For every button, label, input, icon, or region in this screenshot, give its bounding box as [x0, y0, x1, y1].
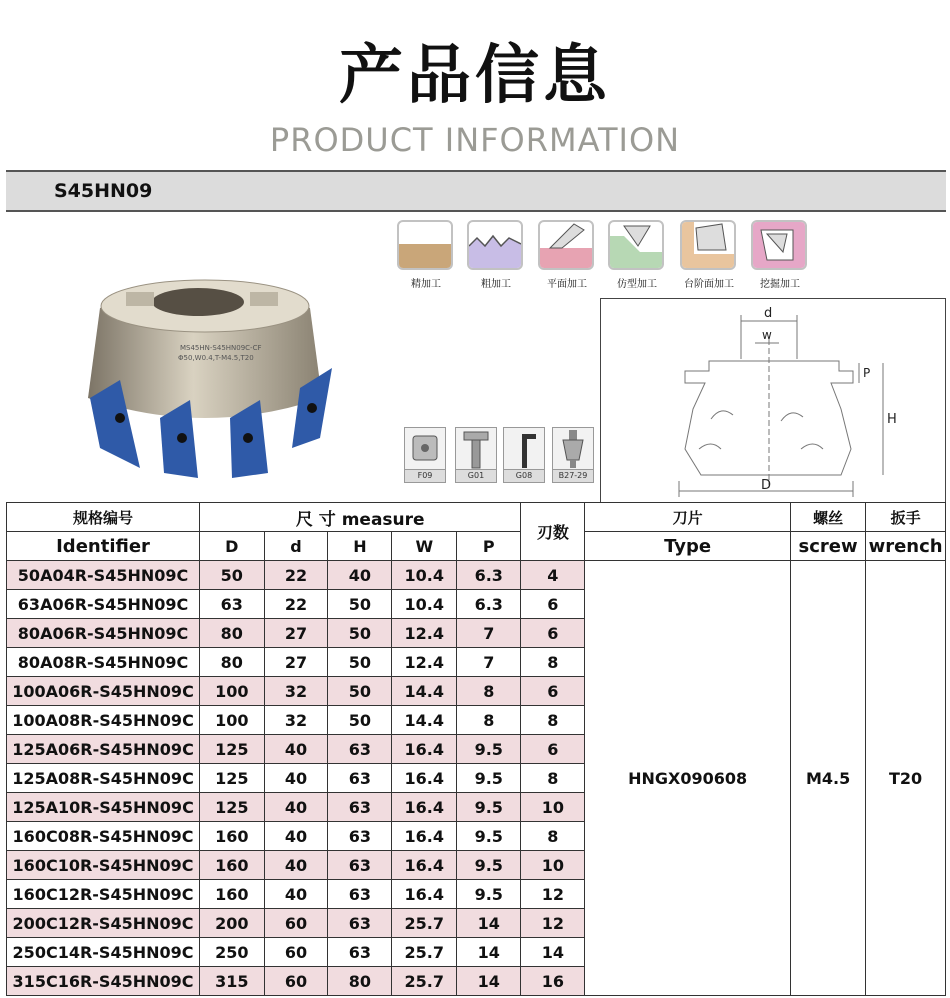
identifier-cell: 50A04R-S45HN09C: [7, 561, 200, 590]
value-cell: 9.5: [457, 793, 521, 822]
identifier-header-cn: 规格编号: [7, 503, 200, 532]
value-cell: 7: [457, 619, 521, 648]
value-cell: 14: [457, 909, 521, 938]
accessory-label: F09: [405, 469, 445, 482]
accessory-label: G08: [504, 469, 544, 482]
value-cell: 50: [328, 619, 392, 648]
value-cell: 63: [328, 822, 392, 851]
arbor-accessory: [552, 427, 594, 483]
machining-type-finishing: [397, 220, 455, 290]
identifier-cell: 125A08R-S45HN09C: [7, 764, 200, 793]
dimension-diagram: [600, 298, 946, 504]
shoulder-milling-icon: [680, 220, 736, 270]
value-cell: 10: [521, 851, 585, 880]
value-cell: 4: [521, 561, 585, 590]
value-cell: 6.3: [457, 590, 521, 619]
value-cell: 9.5: [457, 822, 521, 851]
screw-cell: M4.5: [790, 561, 865, 996]
value-cell: 6: [521, 619, 585, 648]
machining-type-label: 挖掘加工: [760, 279, 800, 290]
value-cell: 40: [264, 851, 328, 880]
value-cell: 40: [264, 764, 328, 793]
wrench-cell: T20: [866, 561, 946, 996]
value-cell: 160: [200, 822, 264, 851]
value-cell: 60: [264, 967, 328, 996]
value-cell: 14.4: [392, 706, 457, 735]
value-cell: 63: [328, 793, 392, 822]
insert-accessory: [404, 427, 446, 483]
machining-type-label: 台阶面加工: [684, 279, 734, 290]
value-cell: 250: [200, 938, 264, 967]
svg-text:w: w: [762, 328, 772, 342]
value-cell: 12: [521, 880, 585, 909]
machining-type-label: 精加工: [411, 279, 441, 290]
identifier-cell: 80A08R-S45HN09C: [7, 648, 200, 677]
wrench-accessory: [503, 427, 545, 483]
accessory-label: B27-29: [553, 469, 593, 482]
value-cell: 50: [328, 648, 392, 677]
value-cell: 40: [264, 735, 328, 764]
machining-type-shoulder: [680, 220, 738, 290]
value-cell: 14: [521, 938, 585, 967]
value-cell: 315: [200, 967, 264, 996]
teeth-header: 刃数: [521, 503, 585, 561]
machining-type-pocketing: [751, 220, 809, 290]
value-cell: 16.4: [392, 764, 457, 793]
value-cell: 16.4: [392, 851, 457, 880]
value-cell: 50: [328, 590, 392, 619]
svg-text:MS45HN-S45HN09C-CF: MS45HN-S45HN09C-CF: [180, 344, 262, 352]
value-cell: 25.7: [392, 909, 457, 938]
value-cell: 9.5: [457, 764, 521, 793]
identifier-cell: 80A06R-S45HN09C: [7, 619, 200, 648]
machining-type-profiling: [608, 220, 666, 290]
value-cell: 32: [264, 677, 328, 706]
value-cell: 25.7: [392, 938, 457, 967]
face-milling-icon: [538, 220, 594, 270]
value-cell: 40: [264, 793, 328, 822]
value-cell: 10.4: [392, 561, 457, 590]
value-cell: 14: [457, 967, 521, 996]
value-cell: 100: [200, 706, 264, 735]
model-label: S45HN09: [54, 180, 153, 202]
value-cell: 9.5: [457, 880, 521, 909]
svg-text:H: H: [887, 412, 897, 427]
value-cell: 12.4: [392, 619, 457, 648]
value-cell: 6: [521, 677, 585, 706]
machining-type-roughing: [467, 220, 525, 290]
type-header-en: Type: [585, 532, 791, 561]
identifier-cell: 250C14R-S45HN09C: [7, 938, 200, 967]
spec-table: [6, 502, 946, 996]
wrench-icon: [504, 428, 544, 470]
model-header-bar: [6, 170, 946, 212]
pocketing-icon: [751, 220, 807, 270]
value-cell: 9.5: [457, 851, 521, 880]
insert-type-cell: HNGX090608: [585, 561, 791, 996]
profiling-icon: [608, 220, 664, 270]
value-cell: 60: [264, 938, 328, 967]
value-cell: 80: [328, 967, 392, 996]
machining-type-label: 粗加工: [481, 279, 511, 290]
value-cell: 160: [200, 880, 264, 909]
type-header-cn: 刀片: [585, 503, 791, 532]
value-cell: 8: [457, 677, 521, 706]
value-cell: 63: [328, 909, 392, 938]
value-cell: 125: [200, 793, 264, 822]
wrench-header-cn: 扳手: [866, 503, 946, 532]
value-cell: 6.3: [457, 561, 521, 590]
value-cell: 63: [200, 590, 264, 619]
value-cell: 60: [264, 909, 328, 938]
value-cell: 12.4: [392, 648, 457, 677]
screw-accessory: [455, 427, 497, 483]
machining-type-face: [538, 220, 596, 290]
col-header-H: H: [328, 532, 392, 561]
value-cell: 27: [264, 619, 328, 648]
roughing-icon: [467, 220, 523, 270]
svg-text:D: D: [761, 478, 772, 493]
machining-type-label: 平面加工: [547, 279, 587, 290]
value-cell: 16: [521, 967, 585, 996]
value-cell: 8: [457, 706, 521, 735]
value-cell: 160: [200, 851, 264, 880]
value-cell: 50: [200, 561, 264, 590]
col-header-d: d: [264, 532, 328, 561]
identifier-cell: 63A06R-S45HN09C: [7, 590, 200, 619]
value-cell: 40: [264, 880, 328, 909]
value-cell: 25.7: [392, 967, 457, 996]
screw-header-en: screw: [790, 532, 865, 561]
value-cell: 14: [457, 938, 521, 967]
wrench-header-en: wrench: [866, 532, 946, 561]
identifier-cell: 160C08R-S45HN09C: [7, 822, 200, 851]
identifier-cell: 160C12R-S45HN09C: [7, 880, 200, 909]
insert-icon: [405, 428, 445, 470]
identifier-cell: 315C16R-S45HN09C: [7, 967, 200, 996]
value-cell: 10: [521, 793, 585, 822]
value-cell: 27: [264, 648, 328, 677]
value-cell: 63: [328, 880, 392, 909]
value-cell: 16.4: [392, 793, 457, 822]
value-cell: 125: [200, 735, 264, 764]
value-cell: 32: [264, 706, 328, 735]
value-cell: 6: [521, 590, 585, 619]
value-cell: 63: [328, 938, 392, 967]
svg-text:Φ50,W0.4,T-M4.5,T20: Φ50,W0.4,T-M4.5,T20: [178, 354, 254, 362]
table-row: [7, 561, 946, 590]
col-header-P: P: [457, 532, 521, 561]
value-cell: 14.4: [392, 677, 457, 706]
value-cell: 40: [328, 561, 392, 590]
machining-type-label: 仿型加工: [617, 279, 657, 290]
identifier-cell: 125A10R-S45HN09C: [7, 793, 200, 822]
value-cell: 16.4: [392, 822, 457, 851]
product-photo: [60, 268, 350, 488]
value-cell: 22: [264, 590, 328, 619]
value-cell: 80: [200, 648, 264, 677]
identifier-cell: 100A08R-S45HN09C: [7, 706, 200, 735]
value-cell: 7: [457, 648, 521, 677]
accessory-label: G01: [456, 469, 496, 482]
value-cell: 50: [328, 677, 392, 706]
value-cell: 22: [264, 561, 328, 590]
value-cell: 50: [328, 706, 392, 735]
col-header-W: W: [392, 532, 457, 561]
value-cell: 125: [200, 764, 264, 793]
identifier-cell: 160C10R-S45HN09C: [7, 851, 200, 880]
finishing-icon: [397, 220, 453, 270]
screw-header-cn: 螺丝: [790, 503, 865, 532]
value-cell: 200: [200, 909, 264, 938]
value-cell: 8: [521, 648, 585, 677]
value-cell: 80: [200, 619, 264, 648]
measure-header: 尺 寸 measure: [200, 503, 521, 532]
value-cell: 9.5: [457, 735, 521, 764]
col-header-D: D: [200, 532, 264, 561]
value-cell: 63: [328, 851, 392, 880]
value-cell: 8: [521, 706, 585, 735]
svg-text:d: d: [764, 306, 773, 321]
value-cell: 100: [200, 677, 264, 706]
value-cell: 16.4: [392, 735, 457, 764]
svg-text:P: P: [863, 366, 871, 380]
value-cell: 8: [521, 764, 585, 793]
identifier-cell: 125A06R-S45HN09C: [7, 735, 200, 764]
value-cell: 40: [264, 822, 328, 851]
page-title-en: PRODUCT INFORMATION: [269, 121, 681, 159]
value-cell: 10.4: [392, 590, 457, 619]
value-cell: 63: [328, 764, 392, 793]
screw-icon: [456, 428, 496, 470]
arbor-icon: [553, 428, 593, 470]
value-cell: 12: [521, 909, 585, 938]
value-cell: 6: [521, 735, 585, 764]
identifier-header-en: Identifier: [7, 532, 200, 561]
page-title-cn: 产品信息: [339, 39, 611, 113]
identifier-cell: 100A06R-S45HN09C: [7, 677, 200, 706]
value-cell: 8: [521, 822, 585, 851]
value-cell: 16.4: [392, 880, 457, 909]
value-cell: 63: [328, 735, 392, 764]
identifier-cell: 200C12R-S45HN09C: [7, 909, 200, 938]
